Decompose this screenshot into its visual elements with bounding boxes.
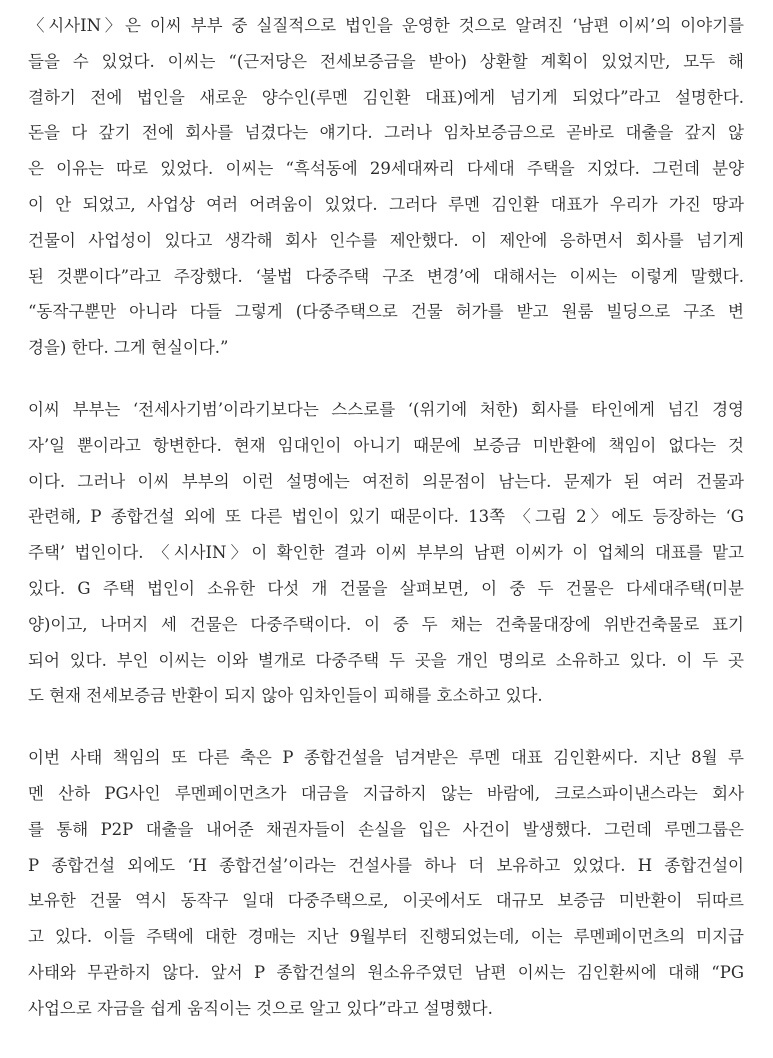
text-line: 들을 수 있었다. 이씨는 “(근저당은 전세보증금을 받아) 상환할 계획이 있었지만, 모두 해 xyxy=(28,51,744,71)
text-line: “동작구뿐만 아니라 다들 그렇게 (다중주택으로 건물 허가를 받고 원룸 빌딩으로 구조 변 xyxy=(28,302,744,322)
text-line: P 종합건설 외에도 ‘H 종합건설’이라는 건설사를 하나 더 보유하고 있었다. H 종합건설이 xyxy=(28,855,744,875)
text-line: 결하기 전에 법인을 새로운 양수인(루멘 김인환 대표)에게 넘기게 되었다”라고 설명한다. xyxy=(28,87,744,107)
text-line: 이번 사태 책임의 또 다른 축은 P 종합건설을 넘겨받은 루멘 대표 김인환씨다. 지난 8월 루 xyxy=(28,748,744,768)
text-line: 고 있다. 이들 주택에 대한 경매는 지난 9월부터 진행되었는데, 이는 루멘페이먼츠의 미지급 xyxy=(28,927,744,947)
text-line: 사태와 무관하지 않다. 앞서 P 종합건설의 원소유주였던 남편 이씨는 김인환씨에 대해 “PG xyxy=(28,962,744,982)
paragraph xyxy=(28,8,744,366)
text-line: 돈을 다 갚기 전에 회사를 넘겼다는 얘기다. 그러나 임차보증금으로 곧바로 대출을 갚지 않 xyxy=(28,123,744,143)
text-line: 이다. 그러나 이씨 부부의 이런 설명에는 여전히 의문점이 남는다. 문제가 된 여러 건물과 xyxy=(28,471,744,491)
article-body xyxy=(28,8,744,1027)
text-line: 관련해, P 종합건설 외에 또 다른 법인이 있기 때문이다. 13쪽 〈그림 2〉에도 등장하는 ‘G xyxy=(28,507,744,527)
text-line: 를 통해 P2P 대출을 내어준 채권자들이 손실을 입은 사건이 발생했다. 그런데 루멘그룹은 xyxy=(28,819,744,839)
paragraph xyxy=(28,740,744,1026)
text-line: 보유한 건물 역시 동작구 일대 다중주택으로, 이곳에서도 대규모 보증금 미반환이 뒤따르 xyxy=(28,891,744,911)
text-line: 도 현재 전세보증금 반환이 되지 않아 임차인들이 피해를 호소하고 있다. xyxy=(28,686,543,706)
text-line: 된 것뿐이다”라고 주장했다. ‘불법 다중주택 구조 변경’에 대해서는 이씨는 이렇게 말했다. xyxy=(28,266,744,286)
text-line: 이씨 부부는 ‘전세사기범’이라기보다는 스스로를 ‘(위기에 처한) 회사를 타인에게 넘긴 경영 xyxy=(28,399,744,419)
text-line: 되어 있다. 부인 이씨는 이와 별개로 다중주택 두 곳을 개인 명의로 소유하고 있다. 이 두 곳 xyxy=(28,650,744,670)
text-line: 자’일 뿐이라고 항변한다. 현재 임대인이 아니기 때문에 보증금 미반환에 책임이 없다는 것 xyxy=(28,435,744,455)
text-line: 은 이유는 따로 있었다. 이씨는 “흑석동에 29세대짜리 다세대 주택을 지었다. 그런데 분양 xyxy=(28,159,744,179)
text-line: 주택’ 법인이다. 〈시사IN〉이 확인한 결과 이씨 부부의 남편 이씨가 이 업체의 대표를 맡고 xyxy=(28,543,744,563)
text-line: 경을) 한다. 그게 현실이다.” xyxy=(28,338,229,358)
text-line: 멘 산하 PG사인 루멘페이먼츠가 대금을 지급하지 않는 바람에, 크로스파이낸스라는 회사 xyxy=(28,783,744,803)
text-line: 있다. G 주택 법인이 소유한 다섯 개 건물을 살펴보면, 이 중 두 건물은 다세대주택(미분 xyxy=(28,578,744,598)
text-line: 건물이 사업성이 있다고 생각해 회사 인수를 제안했다. 이 제안에 응하면서 회사를 넘기게 xyxy=(28,230,744,250)
text-line: 사업으로 자금을 쉽게 움직이는 것으로 알고 있다”라고 설명했다. xyxy=(28,998,493,1018)
paragraph xyxy=(28,392,744,714)
text-line: 〈시사IN〉은 이씨 부부 중 실질적으로 법인을 운영한 것으로 알려진 ‘남편 이씨’의 이야기를 xyxy=(28,16,744,35)
text-line: 양)이고, 나머지 세 건물은 다중주택이다. 이 중 두 채는 건축물대장에 위반건축물로 표기 xyxy=(28,614,744,634)
text-line: 이 안 되었고, 사업상 여러 어려움이 있었다. 그러다 루멘 김인환 대표가 우리가 가진 땅과 xyxy=(28,194,744,214)
